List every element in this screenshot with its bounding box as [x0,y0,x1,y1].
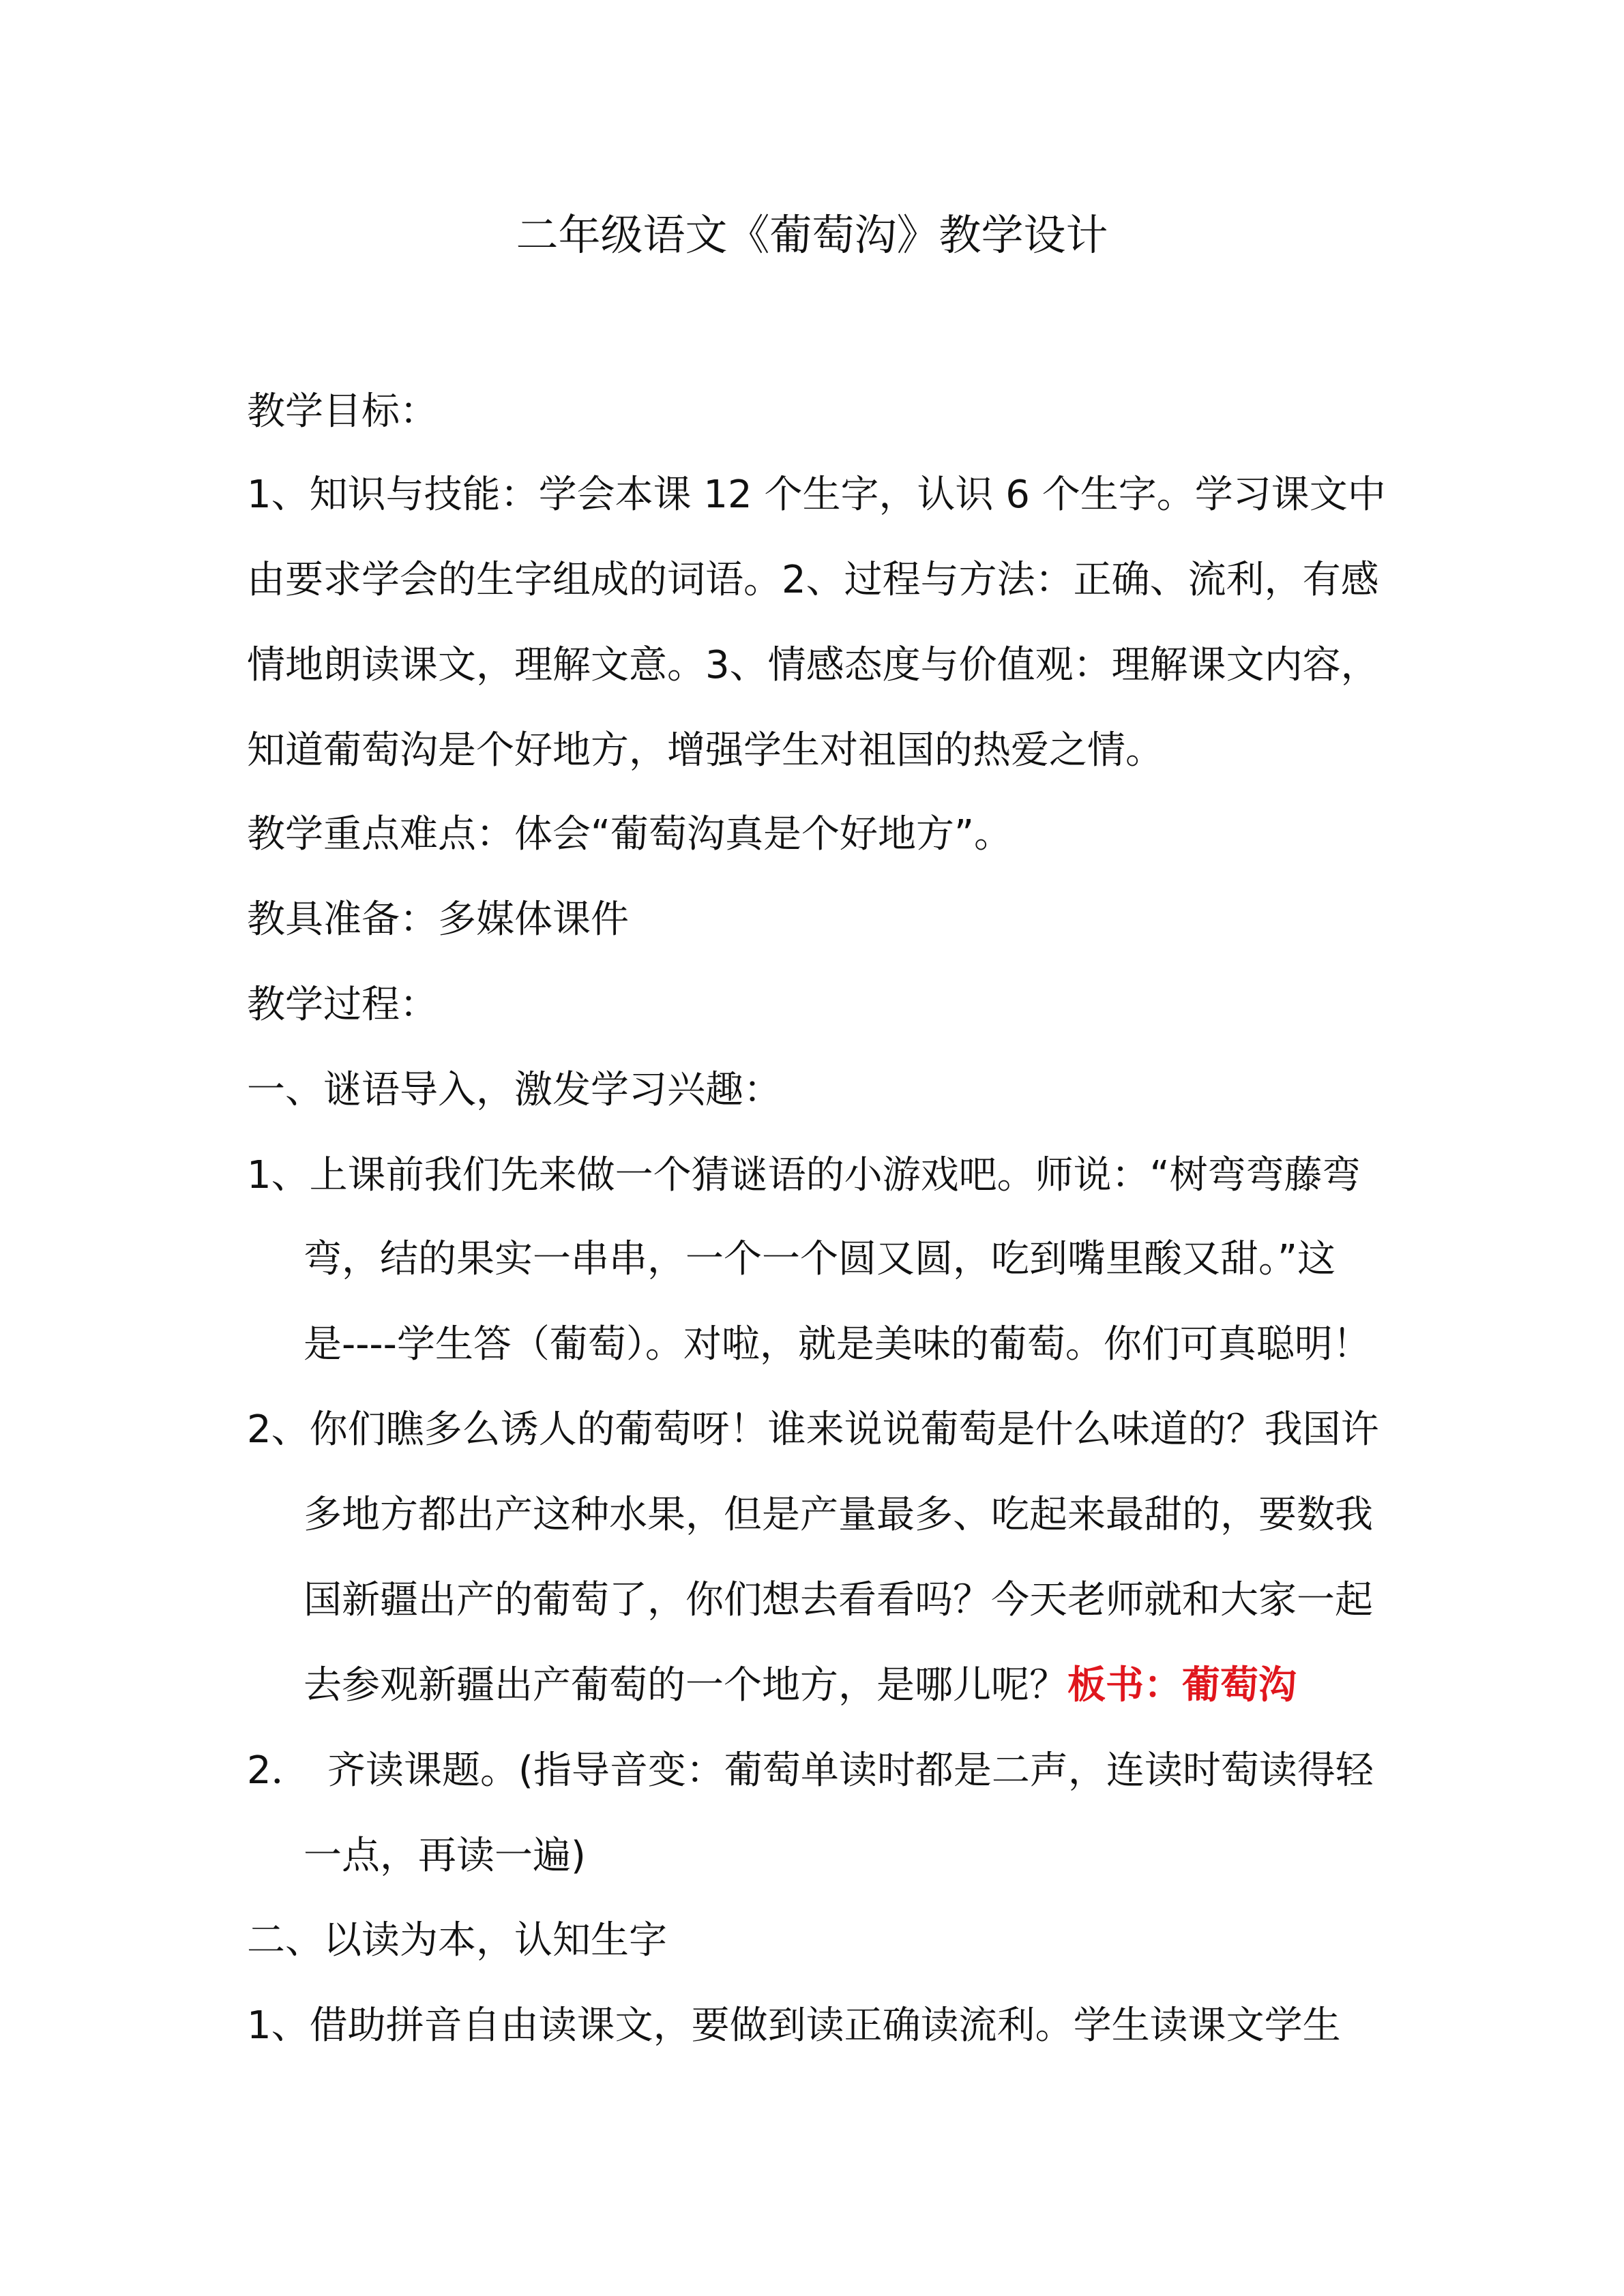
section-1-heading: 一、谜语导入，激发学习兴趣： [247,1068,782,1112]
heading-objectives: 教学目标： [247,389,438,434]
objectives-line-2: 由要求学会的生字组成的词语。2、过程与方法：正确、流利，有感 [247,558,1379,602]
grapes-line-1: 2、你们瞧多么诱人的葡萄呀！谁来说说葡萄是什么味道的？我国许 [247,1407,1379,1452]
heading-process: 教学过程： [247,983,438,1027]
riddle-line-3: 是----学生答（葡萄）。对啦，就是美味的葡萄。你们可真聪明！ [304,1322,1371,1367]
objectives-line-4: 知道葡萄沟是个好地方，增强学生对祖国的热爱之情。 [247,728,1164,773]
section-2-heading: 二、以读为本，认知生字 [247,1918,667,1963]
key-difficulty: 教学重点难点：体会“葡萄沟真是个好地方”。 [247,812,1013,856]
riddle-line-2: 弯，结的果实一串串，一个一个圆又圆，吃到嘴里酸又甜。”这 [304,1237,1336,1281]
objectives-line-3: 情地朗读课文，理解文意。3、情感态度与价值观：理解课文内容， [247,643,1379,687]
read-title-text: 齐读课题。(指导音变：葡萄单读时都是二声，连读时萄读得轻 [327,1748,1374,1793]
item-number: 2． [247,1748,310,1793]
section-2-line-1: 1、借助拼音自由读课文，要做到读正确读流利。学生读课文学生 [247,2003,1341,2048]
board-note: 板书：葡萄沟 [1067,1663,1297,1708]
read-title-line-1 [247,1746,1374,1795]
riddle-line-1: 1、上课前我们先来做一个猜谜语的小游戏吧。师说：“树弯弯藤弯 [247,1153,1361,1197]
read-title-line-2: 一点，再读一遍) [304,1834,586,1878]
objectives-line-1: 1、知识与技能：学会本课 12 个生字，认识 6 个生字。学习课文中 [247,473,1386,517]
grapes-line-2: 多地方都出产这种水果，但是产量最多、吃起来最甜的，要数我 [304,1493,1373,1537]
grapes-line-4-text: 去参观新疆出产葡萄的一个地方，是哪儿呢？ [304,1663,1067,1708]
grapes-line-4 [304,1661,1297,1710]
teaching-aids: 教具准备：多媒体课件 [247,897,629,942]
grapes-line-3: 国新疆出产的葡萄了，你们想去看看吗？今天老师就和大家一起 [304,1578,1373,1622]
document-title: 二年级语文《葡萄沟》教学设计 [516,210,1108,260]
